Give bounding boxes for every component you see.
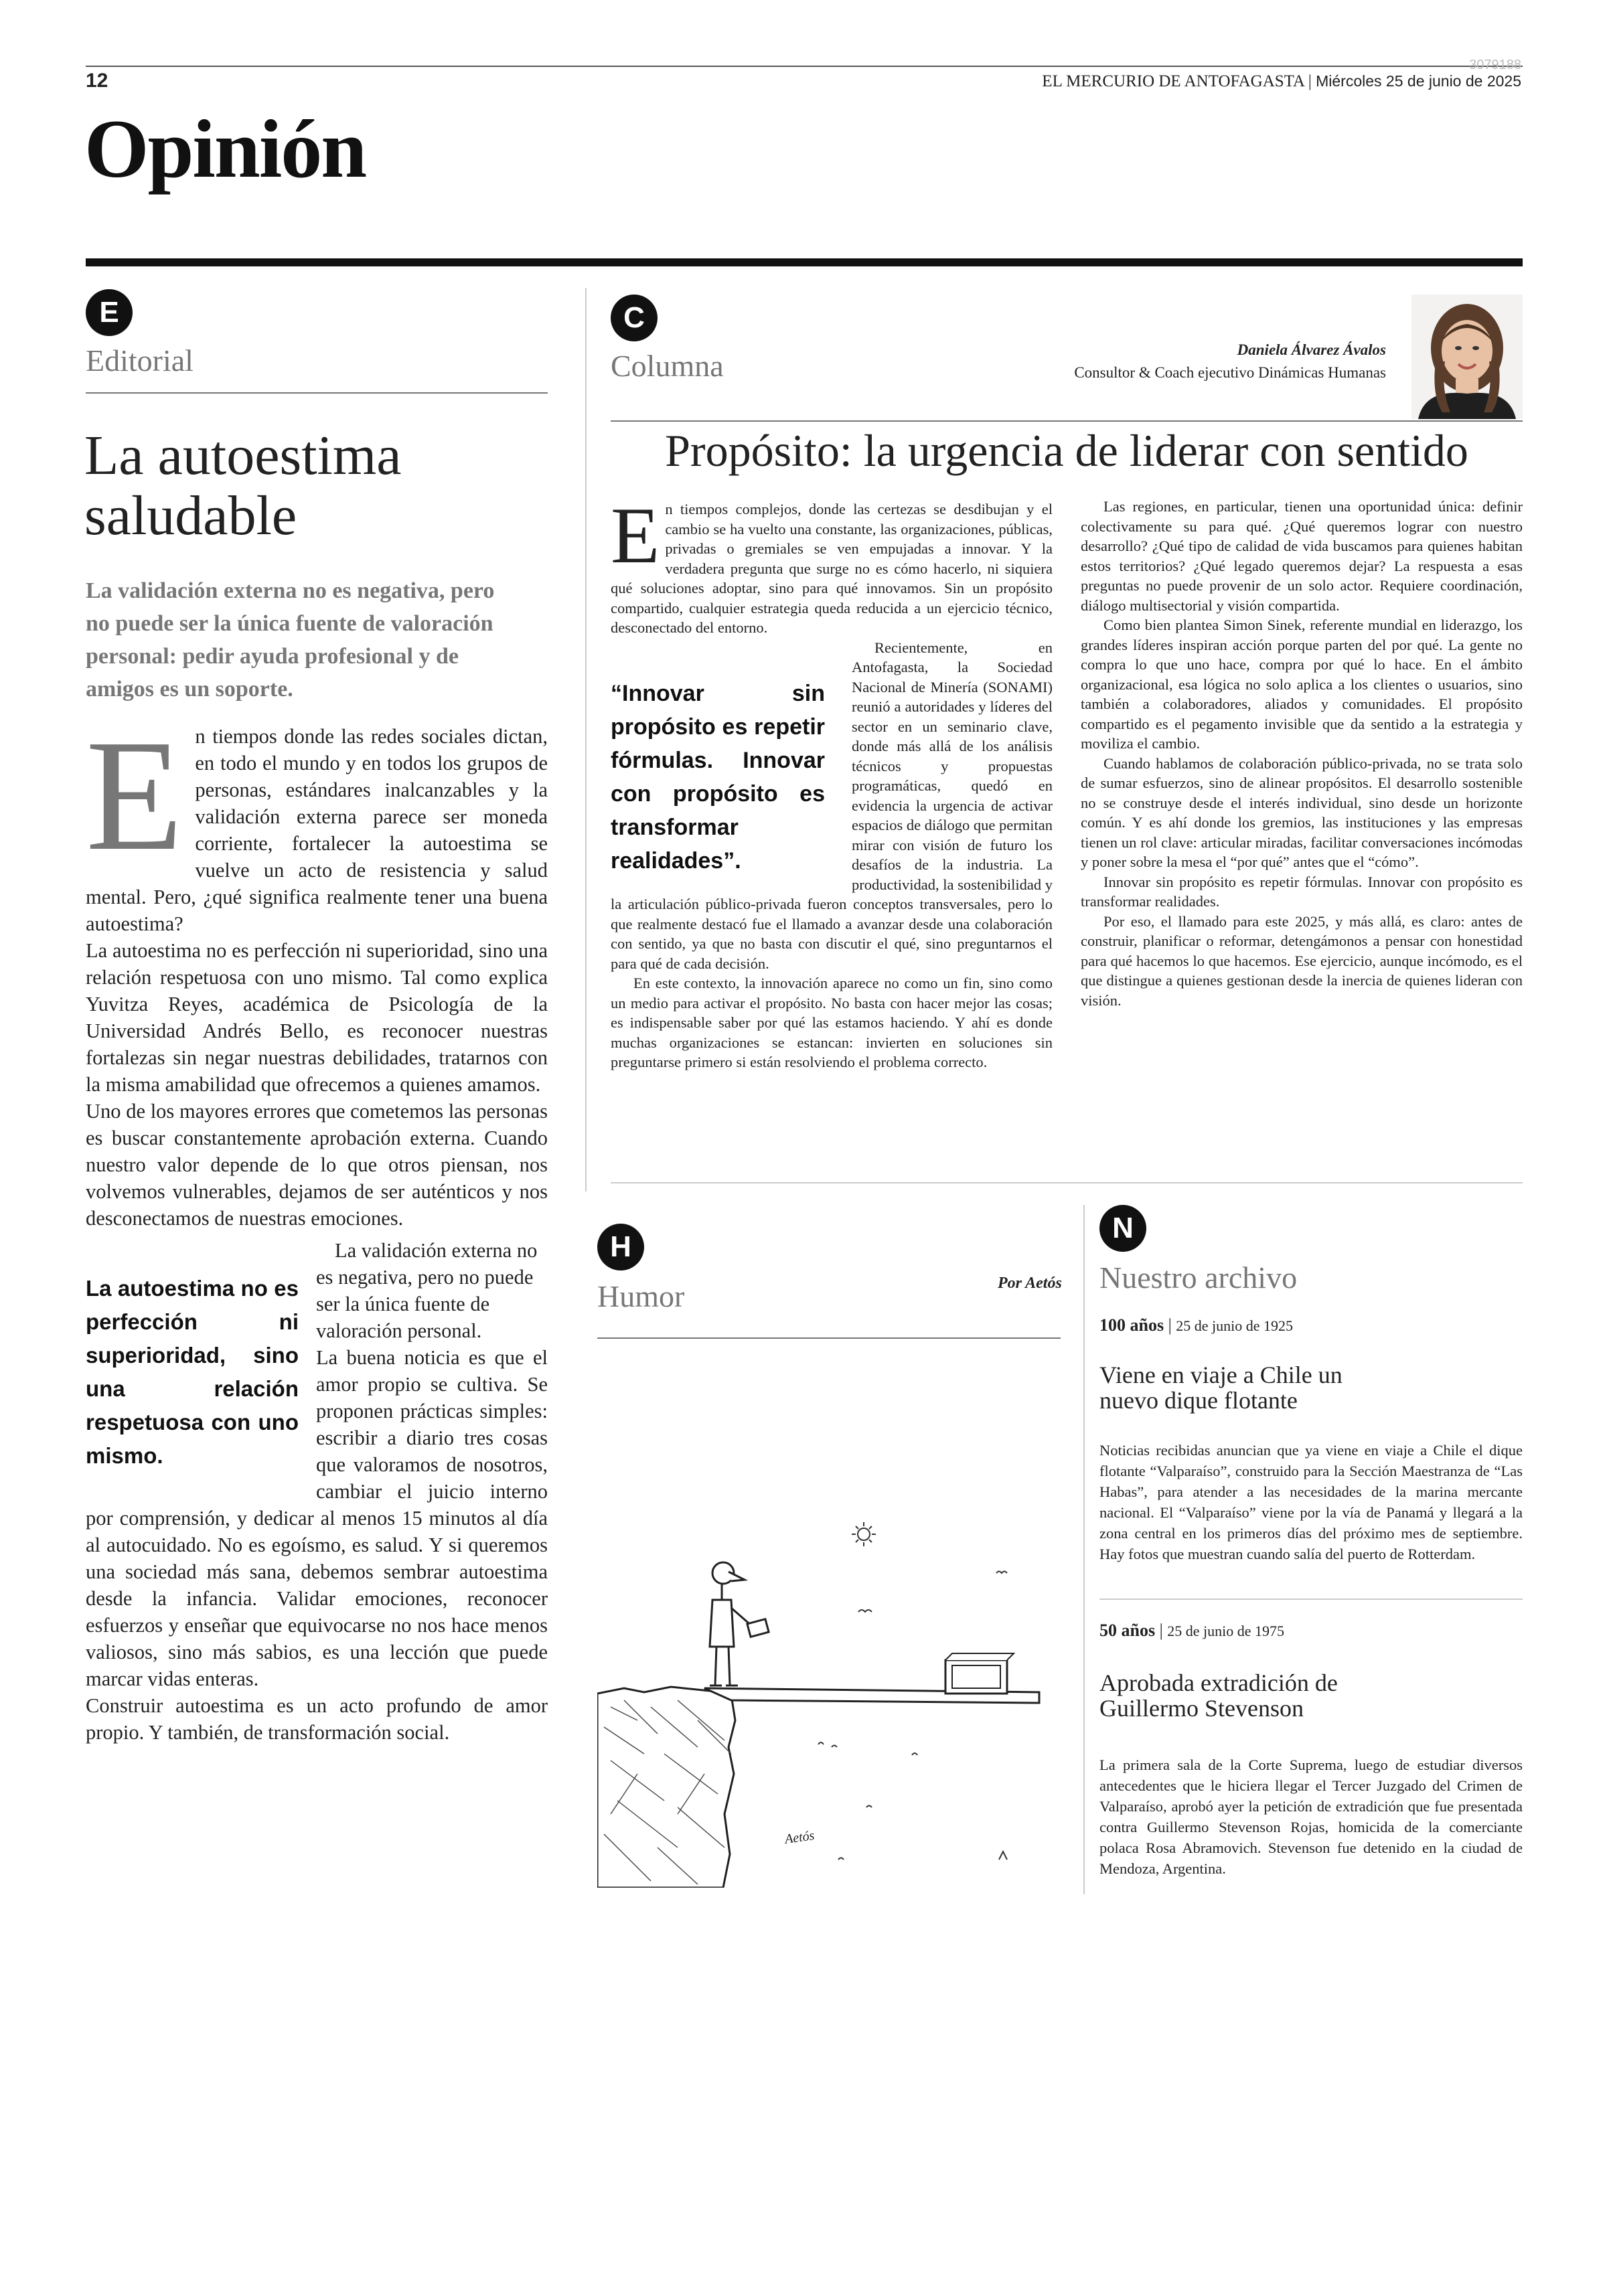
- separator: |: [1308, 72, 1316, 90]
- editorial-label: Editorial: [86, 343, 194, 378]
- column-paragraph: n tiempos complejos, donde las certezas se desdibujan y el cambio se ha vuelto una constante, las organizaciones, públicas, privadas o gremiales se ven empujadas a innovar. Y la verdadera pregunta que surge no es cómo hacerlo, ni siquiera qué soluciones adoptar, sino para qué innovamos. Sin un propósito compartido, cualquier estrategia queda reducida a un ejercicio técnico, desconectado del entorno.: [611, 501, 1053, 636]
- humor-label: Humor: [597, 1279, 685, 1313]
- archive-date: 25 de junio de 1925: [1176, 1317, 1294, 1334]
- editorial-title-line1: La autoestima: [84, 424, 402, 487]
- column-paragraph: Cuando hablamos de colaboración público-privada, no se trata solo de sumar esfuerzos, sino de alinear propósitos. El desarrollo sostenible no se construye desde el interés individual, sino desde un horizonte común. Y es ahí donde los gremios, las instituciones y las empresas tienen un rol clave: articular miradas, facilitar conversaciones incómodas y poner sobre la mesa el “por qué” antes que el “cómo”.: [1081, 754, 1523, 870]
- archive-headline-line1: Aprobada extradición de: [1099, 1669, 1338, 1696]
- archive-body: La primera sala de la Corte Suprema, luego de estudiar diversos antecedentes que le hiciera llegar el Tercer Juzgado del Crimen de Valparaíso, aprobó ayer la petición de extradición que fue presentada contra Guillermo Stevenson Rojas, homicida de la comerciante polaca Rosa Abramovich. Stevenson fue detenido en la ciudad de Mendoza, Argentina.: [1099, 1756, 1523, 1877]
- editorial-pullquote: La autoestima no es perfección ni superioridad, sino una relación respetuosa con uno mismo.: [86, 1276, 299, 1468]
- column-paragraph: En este contexto, la innovación aparece no como un fin, sino como un medio para activar el propósito. No basta con hacer mejor las cosas; es indispensable saber por qué las estamos haciendo. Y ahí es donde muchas organizaciones se estancan: invierten en soluciones sin preguntarse primero si están resolviendo el problema correcto.: [611, 975, 1053, 1070]
- editorial-paragraph: Uno de los mayores errores que cometemos las personas es buscar constantemente aprobación externa. Cuando nuestro valor depende de lo que otros piensan, nos volvemos vulnerables, dejamos de ser auténticos y nos desconectamos de nuestras emociones.: [86, 1100, 548, 1230]
- column-bottom-rule: [611, 1182, 1523, 1183]
- editorial-title-line2: saludable: [84, 485, 297, 547]
- column-badge: C: [611, 295, 658, 341]
- publication-date: Miércoles 25 de junio de 2025: [1316, 72, 1521, 90]
- archive-years: 50 años: [1099, 1621, 1156, 1640]
- column-paragraph: Por eso, el llamado para este 2025, y más allá, es claro: antes de construir, planificar o reformar, detengámonos a pensar con honestidad para qué hacemos lo que hacemos. Ese ejercicio, aunque incómodo, es el que distingue a quienes gestionan desde la inercia de quienes lideran con visión.: [1081, 912, 1523, 1009]
- top-rule: [86, 66, 1523, 67]
- section-title: Opinión: [84, 103, 366, 195]
- archive-item: [1099, 1619, 1523, 1879]
- humor-badge: H: [597, 1224, 644, 1270]
- editorial-lead: La validación externa no es negativa, pero no puede ser la única fuente de valoración personal: pedir ayuda profesional y de amigos es un soporte.: [86, 578, 495, 702]
- editorial-title: [84, 426, 401, 546]
- editorial-body: [86, 708, 548, 1746]
- column-paragraph: Recientemente, en Antofagasta, la Sociedad Nacional de Minería (SONAMI) reunió a autoridades y líderes del sector en un seminario clave, donde más allá de los análisis técnicos y propuestas programáticas, quedó en evidencia la urgencia de activar espacios de diálogo que permitan mirar con visión de futuro los desafíos de la industria. La productividad, la sostenibilidad y la articulación público-privada fueron conceptos transversales, pero lo que realmente destacó fue el llamado a avanzar desde una colaboración con sentido, ya que no basta con discutir el qué, sino preguntarnos el para qué de cada decisión.: [611, 639, 1053, 972]
- separator: |: [1159, 1621, 1168, 1640]
- archive-badge: N: [1099, 1205, 1146, 1252]
- archive-item-meta: [1099, 1619, 1523, 1643]
- humor-signature: Aetós: [783, 1828, 816, 1847]
- author-photo: [1411, 295, 1523, 419]
- editorial-paragraph: Construir autoestima es un acto profundo de amor propio. Y también, de transformación social.: [86, 1694, 548, 1744]
- archive-item: [1099, 1313, 1523, 1564]
- column-body-right: [1081, 497, 1523, 1010]
- column-pullquote: “Innovar sin propósito es repetir fórmulas. Innovar con propósito es transformar realidades”.: [611, 680, 825, 874]
- stamp: 3079188: [1469, 58, 1521, 72]
- archive-item-rule: [1099, 1598, 1523, 1600]
- archive-headline-line2: Guillermo Stevenson: [1099, 1695, 1304, 1722]
- publication-name: EL MERCURIO DE ANTOFAGASTA: [1042, 72, 1304, 90]
- humor-byline: Por Aetós: [998, 1275, 1062, 1292]
- column-paragraph: Las regiones, en particular, tienen una oportunidad única: definir colectivamente su para qué. ¿Qué queremos lograr con nuestro desarrollo? ¿Qué tipo de calidad de vida buscamos para quienes habitan estos territorios? ¿Qué legado queremos dejar? La respuesta a esas preguntas no puede provenir de un solo actor. Requiere coordinación, diálogo multisectorial y visión compartida.: [1081, 498, 1523, 614]
- archive-label: Nuestro archivo: [1099, 1260, 1298, 1295]
- column-body-left: [611, 491, 1053, 1072]
- archive-item-meta: [1099, 1313, 1523, 1338]
- editorial-paragraph: La buena noticia es que el amor propio se cultiva. Se proponen prácticas simples: escribir a diario tres cosas que valoramos de nosotros, cambiar el juicio interno por comprensión, y dedicar al menos 15 minutos al día al autocuidado. No es egoísmo, es salud. Y si queremos una sociedad más sana, debemos sembrar autoestima desde la infancia. Validar emociones, reconocer esfuerzos y enseñar que equivocarse no nos hace menos valiosos, sino más sabios, es una lección que puede marcar vidas enteras.: [86, 1346, 548, 1690]
- editorial-label-rule: [86, 392, 548, 394]
- archive-headline: [1099, 1362, 1523, 1413]
- column-dropcap: E: [611, 491, 660, 580]
- archive-years: 100 años: [1099, 1315, 1164, 1335]
- editorial-badge: E: [86, 289, 133, 336]
- column-paragraph: Innovar sin propósito es repetir fórmulas. Innovar con propósito es transformar realidades.: [1081, 873, 1523, 910]
- editorial-paragraph: n tiempos donde las redes sociales dictan, en todo el mundo y en todos los grupos de personas, estándares inalcanzables y la validación externa parece ser moneda corriente, fortalecer la autoestima se vuelve un acto de resistencia y salud mental. Pero, ¿qué significa realmente tener una buena autoestima?: [86, 725, 548, 935]
- editorial-paragraph: La autoestima no es perfección ni superioridad, sino una relación respetuosa con uno mismo. Tal como explica Yuvitza Reyes, académica de Psicología de la Universidad Andrés Bello, es reconocer nuestras fortalezas sin negar nuestras debilidades, tratarnos con la misma amabilidad que ofrecemos a quienes amamos.: [86, 939, 548, 1096]
- humor-label-rule: [597, 1337, 1061, 1339]
- separator: |: [1168, 1315, 1176, 1335]
- publication-line: [1042, 72, 1521, 91]
- column-title: Propósito: la urgencia de liderar con sentido: [665, 425, 1468, 476]
- column-paragraph: Como bien plantea Simon Sinek, referente mundial en liderazgo, los grandes líderes inspiran acción porque parten del por qué. La gente no compra lo que uno hace, compra por qué lo hace. En el ámbito organizacional, esa lógica no solo aplica a los clientes o usuarios, sino también a colaboradores, aliados y comunidades. El propósito compartido es el pegamento invisible que da sentido a la estrategia y moviliza el cambio.: [1081, 617, 1523, 752]
- column-author-role: Consultor & Coach ejecutivo Dinámicas Humanas: [1074, 364, 1386, 381]
- humor-cartoon: [597, 1345, 1061, 1888]
- editorial-column-divider: [585, 288, 587, 1192]
- archive-body: Noticias recibidas anuncian que ya viene en viaje a Chile el dique flotante “Valparaíso”, construido para la Sección Maestranza de “Las Habas”, para atender a las necesidades de la marina mercante nacional. El “Valparaíso” viene por la vía de Panamá y llegará a la zona central en los primeros días del próximo mes de septiembre. Hay fotos que muestran cuando salía del puerto de Rotterdam.: [1099, 1442, 1523, 1562]
- column-label: Columna: [611, 349, 724, 383]
- humor-archive-divider: [1083, 1205, 1085, 1894]
- editorial-paragraph: La validación externa no es negativa, pero no puede ser la única fuente de valoración personal.: [316, 1239, 538, 1342]
- archive-headline-line2: nuevo dique flotante: [1099, 1387, 1298, 1414]
- archive-headline-line1: Viene en viaje a Chile un: [1099, 1362, 1343, 1388]
- section-rule: [86, 258, 1523, 266]
- column-author: Daniela Álvarez Ávalos: [1237, 341, 1386, 358]
- page-number: 12: [86, 70, 108, 92]
- archive-headline: [1099, 1670, 1523, 1721]
- archive-date: 25 de junio de 1975: [1167, 1623, 1285, 1639]
- editorial-dropcap: E: [86, 708, 183, 884]
